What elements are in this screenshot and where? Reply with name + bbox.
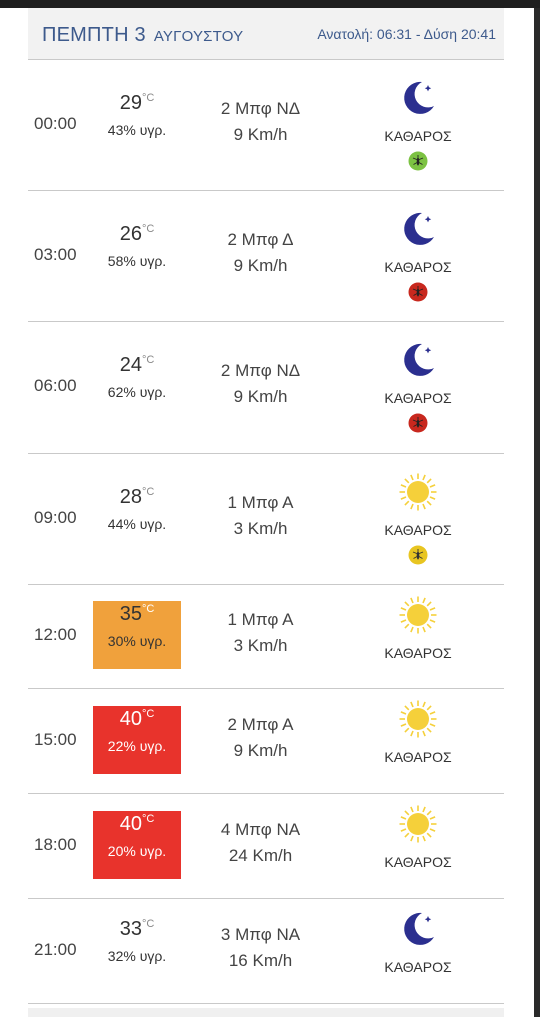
wind-speed: 9 Km/h	[233, 741, 288, 760]
temperature-box	[93, 601, 181, 669]
day-header	[28, 8, 504, 60]
wind-info	[208, 715, 313, 761]
top-status-bar	[0, 0, 540, 8]
humidity: 62% υγρ.	[107, 384, 167, 400]
mosquito-icon	[408, 413, 428, 433]
humidity: 43% υγρ.	[107, 122, 167, 138]
row-time: 09:00	[34, 508, 77, 527]
humidity: 20% υγρ.	[107, 843, 167, 859]
temperature-unit: °C	[141, 708, 155, 720]
condition	[363, 699, 473, 765]
wind-direction: 2 Μπφ Α	[227, 715, 294, 734]
wind-direction: 1 Μπφ Α	[227, 610, 294, 629]
forecast-row	[28, 454, 504, 585]
temperature	[93, 92, 181, 115]
wind-direction: 2 Μπφ ΝΔ	[220, 99, 301, 118]
mosquito-icon	[408, 151, 428, 171]
wind-info	[208, 925, 313, 971]
temperature-unit: °C	[141, 486, 155, 498]
temperature-value: 40	[119, 708, 142, 730]
condition-label: ΚΑΘΑΡΟΣ	[384, 854, 452, 870]
temperature-box	[93, 916, 181, 984]
condition-label: ΚΑΘΑΡΟΣ	[384, 390, 452, 406]
wind-speed: 9 Km/h	[233, 125, 288, 144]
condition	[363, 595, 473, 661]
forecast-row	[28, 689, 504, 794]
condition-label: ΚΑΘΑΡΟΣ	[384, 128, 452, 144]
wind-speed: 3 Km/h	[233, 519, 288, 538]
temperature-unit: °C	[141, 813, 155, 825]
condition	[363, 209, 473, 302]
temperature-unit: °C	[141, 92, 155, 104]
wind-info	[208, 99, 313, 145]
temperature-box	[93, 221, 181, 289]
temperature-unit: °C	[141, 603, 155, 615]
condition	[363, 78, 473, 171]
condition-label: ΚΑΘΑΡΟΣ	[384, 259, 452, 275]
sun-icon	[398, 595, 438, 635]
sun-icon	[398, 804, 438, 844]
forecast-row	[28, 191, 504, 322]
temperature-value: 29	[119, 92, 142, 114]
wind-info	[208, 610, 313, 656]
wind-direction: 2 Μπφ ΝΔ	[220, 361, 301, 380]
day-title	[42, 24, 243, 47]
temperature-box	[93, 352, 181, 420]
humidity: 30% υγρ.	[107, 633, 167, 649]
temperature	[93, 223, 181, 246]
temperature-value: 24	[119, 354, 142, 376]
condition	[363, 472, 473, 565]
condition-label: ΚΑΘΑΡΟΣ	[384, 645, 452, 661]
wind-direction: 4 Μπφ ΝΑ	[220, 820, 301, 839]
wind-info	[208, 230, 313, 276]
temperature	[93, 813, 181, 836]
temperature-box	[93, 484, 181, 552]
sun-icon	[398, 472, 438, 512]
temperature-unit: °C	[141, 354, 155, 366]
temperature-value: 35	[119, 603, 142, 625]
forecast-list	[28, 60, 504, 1004]
forecast-row	[28, 60, 504, 191]
wind-direction: 3 Μπφ ΝΑ	[220, 925, 301, 944]
humidity: 32% υγρ.	[107, 948, 167, 964]
wind-direction: 1 Μπφ Α	[227, 493, 294, 512]
wind-direction: 2 Μπφ Δ	[227, 230, 294, 249]
temperature-value: 26	[119, 223, 142, 245]
mosquito-icon	[408, 282, 428, 302]
moon-icon	[398, 209, 438, 249]
wind-speed: 3 Km/h	[233, 636, 288, 655]
row-time: 00:00	[34, 114, 77, 133]
temperature-box	[93, 90, 181, 158]
forecast-row	[28, 899, 504, 1004]
condition	[363, 804, 473, 870]
sunrise-sunset: Ανατολή: 06:31 - Δύση 20:41	[317, 26, 496, 42]
wind-info	[208, 820, 313, 866]
temperature-unit: °C	[141, 918, 155, 930]
moon-icon	[398, 78, 438, 118]
row-time: 06:00	[34, 376, 77, 395]
condition	[363, 909, 473, 975]
temperature	[93, 918, 181, 941]
wind-info	[208, 493, 313, 539]
mosquito-icon	[408, 545, 428, 565]
condition-label: ΚΑΘΑΡΟΣ	[384, 522, 452, 538]
condition-label: ΚΑΘΑΡΟΣ	[384, 959, 452, 975]
condition-label: ΚΑΘΑΡΟΣ	[384, 749, 452, 765]
temperature-value: 28	[119, 486, 142, 508]
temperature-unit: °C	[141, 223, 155, 235]
temperature-value: 33	[119, 918, 142, 940]
temperature-box	[93, 811, 181, 879]
moon-icon	[398, 340, 438, 380]
forecast-row	[28, 794, 504, 899]
wind-speed: 9 Km/h	[233, 387, 288, 406]
temperature	[93, 603, 181, 626]
humidity: 22% υγρ.	[107, 738, 167, 754]
row-time: 21:00	[34, 940, 77, 959]
footer-strip	[28, 1008, 504, 1017]
temperature-box	[93, 706, 181, 774]
right-edge	[534, 8, 540, 1017]
humidity: 44% υγρ.	[107, 516, 167, 532]
temperature	[93, 708, 181, 731]
temperature	[93, 354, 181, 377]
month-label: ΑΥΓΟΥΣΤΟΥ	[153, 28, 244, 45]
moon-icon	[398, 909, 438, 949]
wind-info	[208, 361, 313, 407]
wind-speed: 16 Km/h	[228, 951, 293, 970]
forecast-row	[28, 322, 504, 454]
sun-icon	[398, 699, 438, 739]
row-time: 15:00	[34, 730, 77, 749]
humidity: 58% υγρ.	[107, 253, 167, 269]
temperature	[93, 486, 181, 509]
row-time: 12:00	[34, 625, 77, 644]
day-label: ΠΕΜΠΤΗ 3	[42, 24, 146, 46]
condition	[363, 340, 473, 433]
wind-speed: 9 Km/h	[233, 256, 288, 275]
wind-speed: 24 Km/h	[228, 846, 293, 865]
row-time: 18:00	[34, 835, 77, 854]
forecast-row	[28, 585, 504, 689]
temperature-value: 40	[119, 813, 142, 835]
row-time: 03:00	[34, 245, 77, 264]
